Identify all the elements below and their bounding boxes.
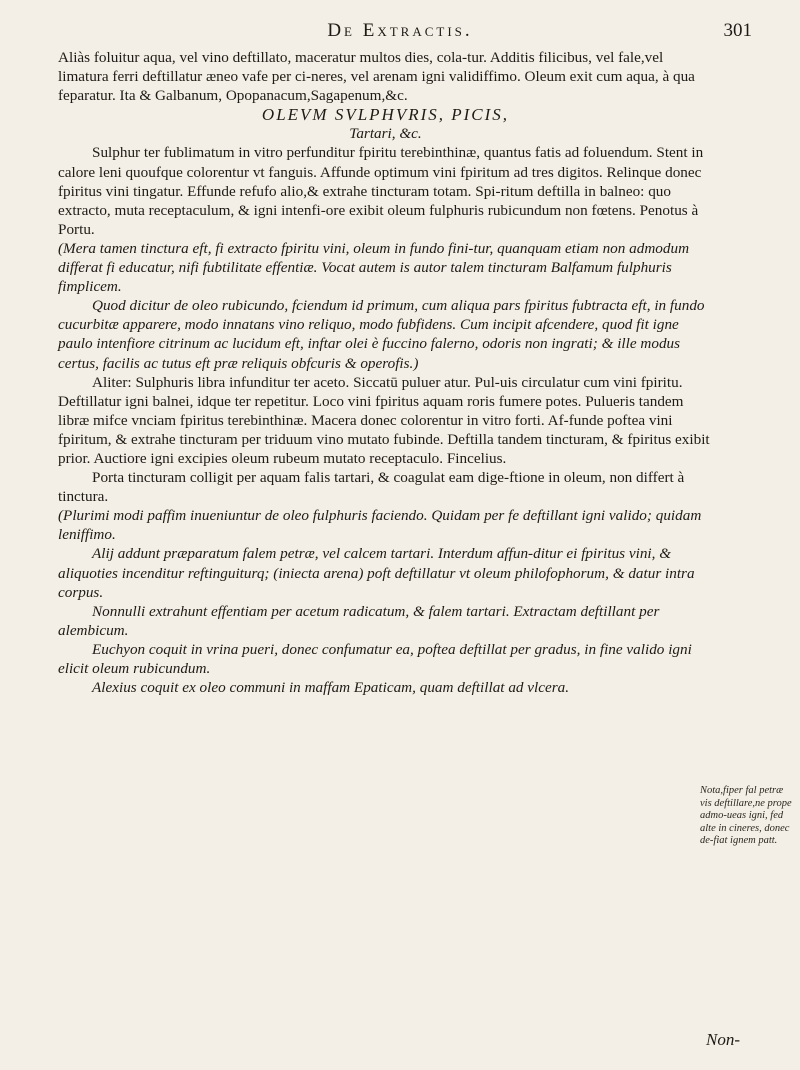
section-heading: OLEVM SVLPHVRIS, PICIS,	[261, 105, 510, 125]
margin-note: Nota,fiper fal petræ vis deftillare,ne prope admo-ueas igni, fed alte in cineres, donec de-fiat ignem patt.	[700, 785, 792, 846]
page-header	[0, 10, 800, 44]
section-subheading: Tartari, &c.	[349, 125, 422, 143]
paragraph-nonnulli: Nonnulli extrahunt effentiam per acetum radicatum, & falem tartari. Extractam deftillant per alembicum.	[58, 602, 660, 639]
paragraph-euchyon: Euchyon coquit in vrina pueri, donec confumatur ea, poftea deftillat per gradus, in fine valido igni elicit oleum rubicundum.	[58, 640, 692, 677]
running-title: De Extractis.	[327, 20, 473, 41]
paragraph-sulphur: Sulphur ter fublimatum in vitro perfunditur fpiritu terebinthinæ, quantus fatis ad foluendum. Stent in calore leni quoufque colorentur vt fanguis. Affunde optimum vini fpiritum ad tres digitos. Relinque donec fpiritus vini tingatur. Effunde refufo alio,& extrahe tincturam totam. Spi-ritum deftilla in balneo: quo extracto, muta receptaculum, & igni intenfi-ore exibit oleum fulphuris rubicundum non fœtens. Penotus à Portu.	[58, 144, 704, 238]
paragraph-commentary: (Mera tamen tinctura eft, fi extracto fpiritu vini, oleum in fundo fini-tur, quanquam etiam non admodum differat fi educatur, nifi fubtilitate effentiæ. Vocat autem is autor talem tincturam Balfamum fulphuris fimplicem.	[58, 239, 690, 296]
body-text	[58, 48, 713, 697]
paragraph-porta: Porta tincturam colligit per aquam falis tartari, & coagulat eam dige-ftione in oleum, non differt à tinctura.	[58, 469, 685, 506]
paragraph-red-oil: Quod dicitur de oleo rubicundo, fciendum id primum, cum aliqua pars fpiritus fubtracta eft, in fundo cucurbitæ apparere, modo innatans vino reliquo, modo fubfidens. Cum incipit afcendere, quod fit igne paulo intenfiore citrinum ac lucidum eft, inftar olei è fuccino falerno, odoris non ingrati; & ille modus certus, facilis ac tutus eft præ reliquis obfcuris & operofis.)	[58, 297, 705, 372]
paragraph-aliter: Aliter: Sulphuris libra infunditur ter aceto. Siccatū puluer atur. Pul-uis circulatur cum vini fpiritu. Deftillatur igni balnei, idque ter repetitur. Loco vini fpiritus aquam roris fumere potes. Pulueris tandem libræ mifce vnciam fpiritus terebinthinæ. Macera donec colorentur in vitro forti. Af-funde poftea vini fpiritum, & extrahe tincturam per triduum vino mutato fubinde. Deftilla tandem tincturam, & fpiritus exibit prior. Auctiore igni excipies oleum rubeum mutato receptaculo. Fincelius.	[58, 373, 710, 467]
catchword: Non-	[706, 1030, 740, 1049]
paragraph-alij: Alij addunt præparatum falem petræ, vel calcem tartari. Interdum affun-ditur ei fpiritus vini, & aliquoties incenditur reftinguiturq; (iniecta arena) poft deftillatur vt oleum philofophorum, & datur intra corpus.	[58, 545, 695, 601]
page-number: 301	[723, 20, 752, 41]
paragraph-plurimi: (Plurimi modi paffim inueniuntur de oleo fulphuris faciendo. Quidam per fe deftillant igni valido; quidam leniffimo.	[58, 507, 702, 544]
paragraph-solution: Aliàs foluitur aqua, vel vino deftillato, maceratur multos dies, cola-tur. Additis filicibus, vel fale,vel limatura ferri deftillatur æneo vafe per ci-neres, vel arenam igni validiffimo. Oleum exit cum aqua, à qua feparatur. Ita & Galbanum, Opopanacum,Sagapenum,&c.	[58, 49, 695, 105]
paragraph-alexius: Alexius coquit ex oleo communi in maffam Epaticam, quam deftillat ad vlcera.	[92, 679, 570, 697]
